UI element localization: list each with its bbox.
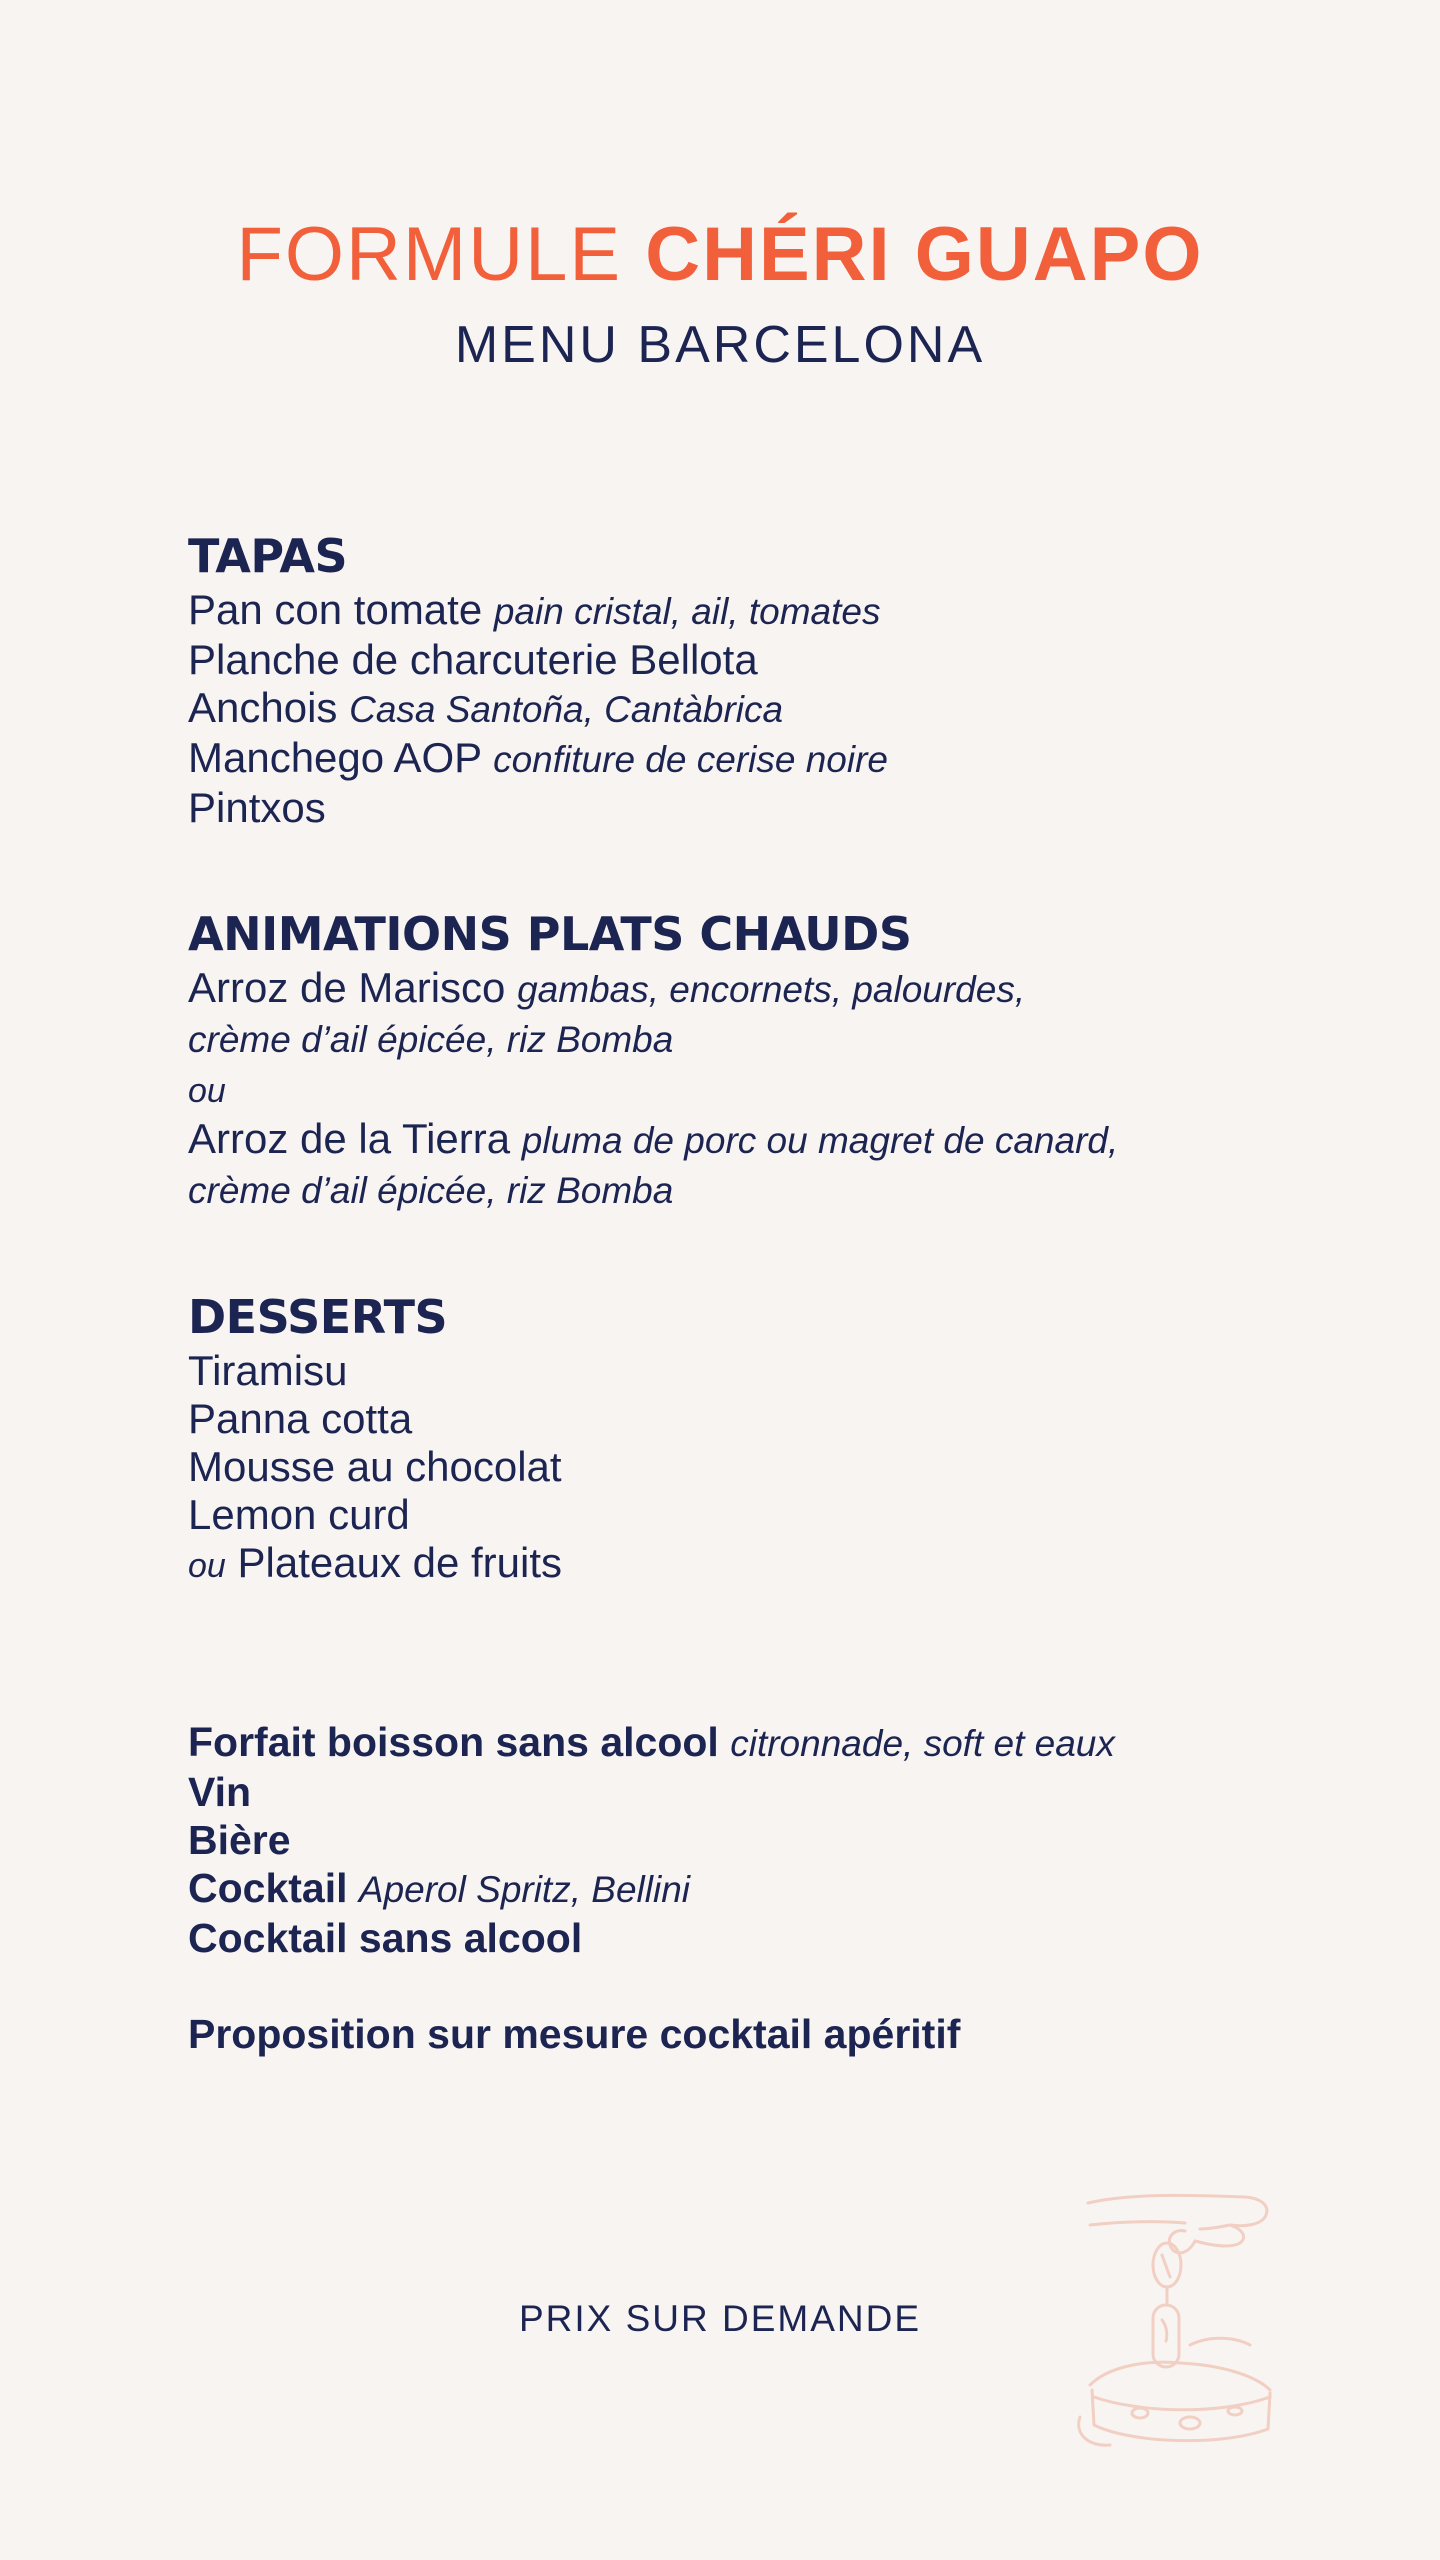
menu-item <box>188 784 1308 832</box>
drinks-section <box>188 1718 1308 2058</box>
item-name: Planche de charcuterie Bellota <box>188 636 758 683</box>
drink-item <box>188 1718 1308 1768</box>
hand-pouring-over-dish-illustration <box>1070 2185 1290 2455</box>
or-separator <box>188 1064 1308 1115</box>
or-text: ou <box>188 1547 226 1585</box>
drink-description: citronnade, soft et eaux <box>730 1723 1115 1764</box>
drink-name: Vin <box>188 1769 252 1815</box>
custom-cocktail-offer: Proposition sur mesure cocktail apéritif <box>188 2011 961 2057</box>
drink-item <box>188 1914 1308 1962</box>
menu-item <box>188 734 1308 784</box>
drink-name: Cocktail <box>188 1865 348 1911</box>
menu-title <box>0 210 1440 300</box>
menu-item-continued <box>188 1014 1308 1064</box>
item-name: Mousse au chocolat <box>188 1443 562 1490</box>
menu-item <box>188 964 1308 1014</box>
menu-item <box>188 684 1308 734</box>
drink-name: Cocktail sans alcool <box>188 1915 583 1961</box>
item-name: Manchego AOP <box>188 734 482 781</box>
menu-item <box>188 586 1308 636</box>
item-name: Pan con tomate <box>188 586 483 633</box>
item-description: crème d’ail épicée, riz Bomba <box>188 1019 674 1060</box>
drink-name: Bière <box>188 1817 291 1863</box>
menu-item <box>188 1395 1308 1443</box>
menu-item <box>188 1115 1308 1165</box>
item-name: Panna cotta <box>188 1395 413 1442</box>
spacer <box>188 832 1308 904</box>
menu-item <box>188 636 1308 684</box>
menu-subtitle: MENU BARCELONA <box>454 316 986 374</box>
item-name: Anchois <box>188 684 338 731</box>
item-description: Casa Santoña, Cantàbrica <box>349 689 784 730</box>
item-name: Arroz de la Tierra <box>188 1115 511 1162</box>
menu-content <box>188 526 1308 2058</box>
item-name: Arroz de Marisco <box>188 964 506 1011</box>
item-description: confiture de cerise noire <box>493 739 888 780</box>
menu-item <box>188 1491 1308 1539</box>
hot-dishes-title: ANIMATIONS PLATS CHAUDS <box>188 907 912 961</box>
drink-description: Aperol Spritz, Bellini <box>358 1869 690 1910</box>
item-description: crème d’ail épicée, riz Bomba <box>188 1170 674 1211</box>
menu-item <box>188 1347 1308 1395</box>
item-name: Lemon curd <box>188 1491 410 1538</box>
menu-item <box>188 1539 1308 1590</box>
item-description: gambas, encornets, palourdes, <box>517 969 1026 1010</box>
desserts-section <box>188 1287 1308 1590</box>
item-name: Tiramisu <box>188 1347 348 1394</box>
drink-item <box>188 1816 1308 1864</box>
spacer <box>188 1962 1308 2010</box>
item-description: pain cristal, ail, tomates <box>493 591 881 632</box>
tapas-section <box>188 526 1308 832</box>
menu-item-continued <box>188 1165 1308 1215</box>
drink-item <box>188 1768 1308 1816</box>
menu-header <box>0 210 1440 376</box>
or-text: ou <box>188 1072 226 1110</box>
item-description: pluma de porc ou magret de canard, <box>521 1120 1119 1161</box>
price-on-request: PRIX SUR DEMANDE <box>518 2298 922 2339</box>
drink-name: Forfait boisson sans alcool <box>188 1719 719 1765</box>
title-formule: FORMULE <box>236 212 623 297</box>
title-cheri-guapo: CHÉRI GUAPO <box>645 212 1204 297</box>
desserts-title: DESSERTS <box>188 1290 448 1344</box>
menu-item <box>188 1443 1308 1491</box>
item-name: Pintxos <box>188 784 326 831</box>
spacer <box>188 1590 1308 1718</box>
drink-item <box>188 1864 1308 1914</box>
item-name: Plateaux de fruits <box>237 1539 563 1586</box>
tapas-title: TAPAS <box>188 529 348 583</box>
hot-dishes-section <box>188 904 1308 1215</box>
spacer <box>188 1215 1308 1287</box>
